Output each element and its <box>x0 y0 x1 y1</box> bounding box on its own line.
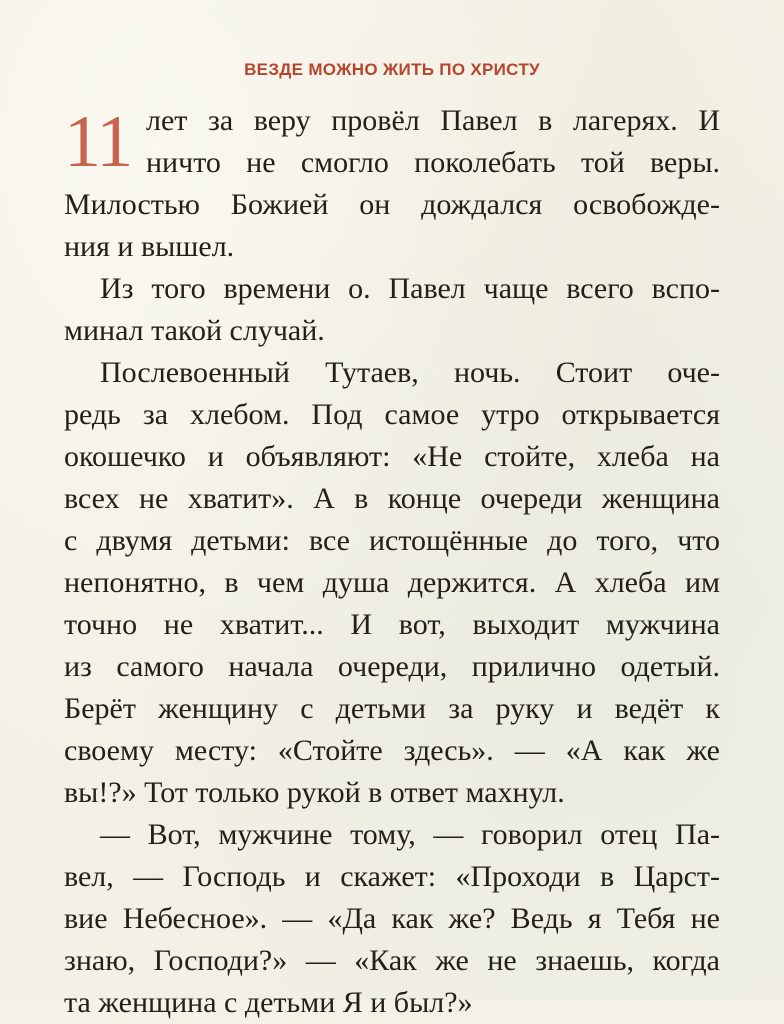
text-line: из самого начала очереди, прилично одетый. <box>64 650 720 683</box>
text-line: ния и вышел. <box>64 230 235 263</box>
text-line: лет за веру провёл Павел в лагерях. И <box>146 104 720 137</box>
text-line: Берёт женщину с детьми за руку и ведёт к <box>64 692 720 725</box>
text-line: редь за хлебом. Под самое утро открывается <box>64 398 720 431</box>
text-line: точно не хватит... И вот, выходит мужчина <box>64 608 720 641</box>
text-line: Послевоенный Тутаев, ночь. Стоит оче- <box>100 356 720 389</box>
text-line: ничто не смогло поколебать той веры. <box>146 146 720 179</box>
text-line: своему месту: «Стойте здесь». — «А как же <box>64 734 720 767</box>
text-line: Милостью Божией он дождался освобожде- <box>64 188 720 221</box>
body-text <box>64 100 720 1024</box>
text-line: — Вот, мужчине тому, — говорил отец Па- <box>100 818 720 851</box>
running-head: ВЕЗДЕ МОЖНО ЖИТЬ ПО ХРИСТУ <box>244 60 540 79</box>
text-line: та женщина с детьми Я и был?» <box>64 986 473 1019</box>
text-line: вы!?» Тот только рукой в ответ махнул. <box>64 776 565 809</box>
text-line: Из того времени о. Павел чаще всего вспо- <box>100 272 720 305</box>
text-line: минал такой случай. <box>64 314 325 347</box>
text-line: всех не хватит». А в конце очереди женщина <box>64 482 720 515</box>
text-line: вел, — Господь и скажет: «Проходи в Царст- <box>64 860 720 893</box>
text-line: непонятно, в чем душа держится. А хлеба им <box>64 566 720 599</box>
drop-cap: 11 <box>64 101 132 183</box>
text-line: окошечко и объявляют: «Не стойте, хлеба на <box>64 440 720 473</box>
text-line: вие Небесное». — «Да как же? Ведь я Тебя не <box>64 902 720 935</box>
text-line: с двумя детьми: все истощённые до того, что <box>64 524 720 557</box>
text-line: знаю, Господи?» — «Как же не знаешь, когда <box>64 944 720 977</box>
